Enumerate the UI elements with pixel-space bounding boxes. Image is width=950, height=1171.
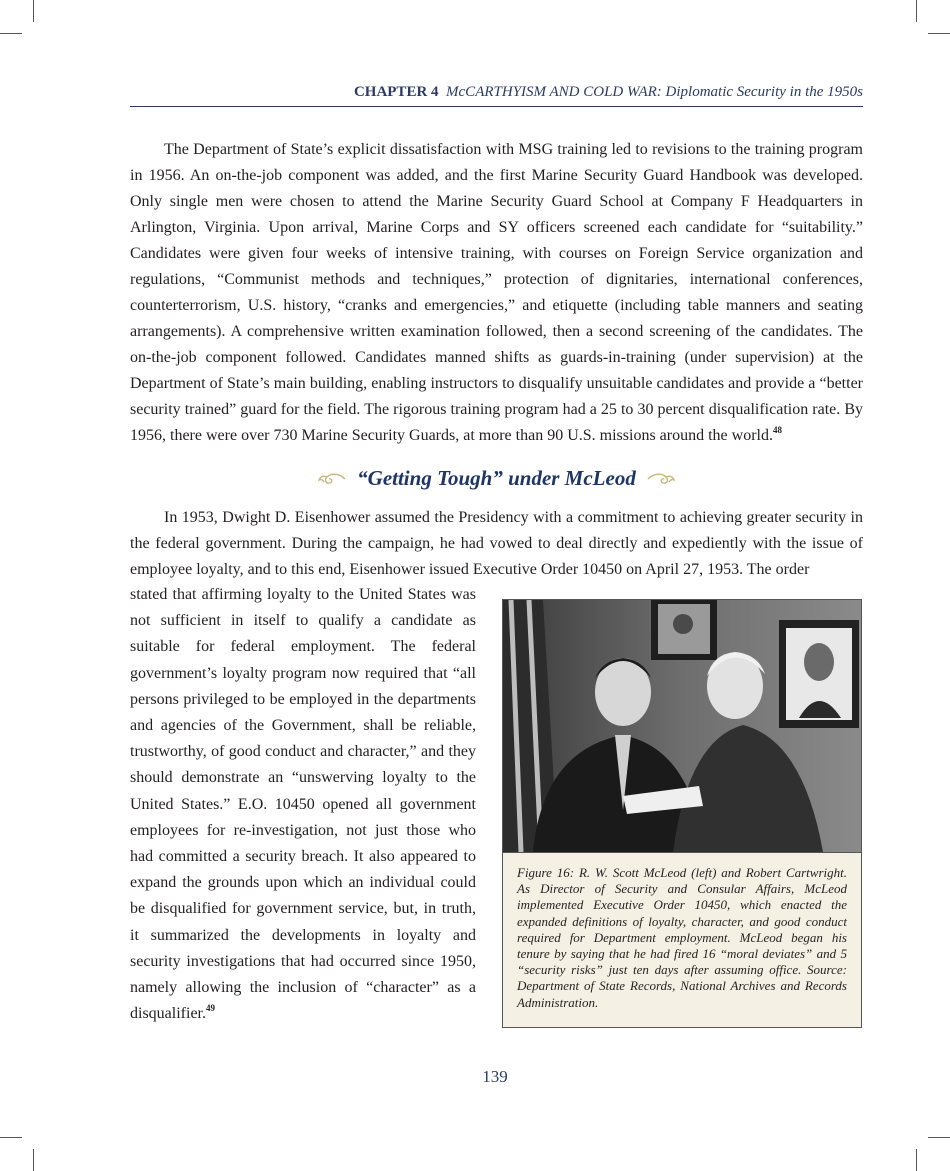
crop-mark <box>916 1149 917 1171</box>
figure-caption: Figure 16: R. W. Scott McLeod (left) and Robert Cartwright. As Director of Security and Consular Affairs, McLeod implemented Executive Order 10450, which enacted the expanded definitions of loyalty, character, and good conduct required for Department employment. McLeod began his tenure by saying that he had fired 16 “moral deviates” and 5 “security risks” just ten days after assuming office. Source: Department of State Records, National Archives and Records Administration. <box>517 865 847 1010</box>
crop-mark <box>928 33 950 34</box>
crop-mark <box>33 0 34 22</box>
column-paragraph <box>130 582 476 1027</box>
crop-mark <box>33 1149 34 1171</box>
crop-mark <box>0 33 22 34</box>
page-number: 139 <box>482 1067 508 1086</box>
chapter-title: McCARTHYISM AND COLD WAR: Diplomatic Security in the 1950s <box>446 84 863 100</box>
left-ornament-icon <box>317 471 347 487</box>
body-paragraph <box>130 505 863 583</box>
section-heading <box>130 466 863 491</box>
running-header <box>130 84 863 101</box>
right-ornament-icon <box>646 471 676 487</box>
crop-mark <box>928 1137 950 1138</box>
crop-mark <box>916 0 917 22</box>
photo-illustration <box>503 600 861 852</box>
column-text: stated that affirming loyalty to the United States was not sufficient in itself to qualify a candidate as suitable for federal employment. The federal government’s loyalty program now required that “all persons privileged to be employed in the departments and agencies of the Government, shall be reliable, trustworthy, of good conduct and character,” and they should demonstrate an “unswerving loyalty to the United States.” E.O. 10450 opened all government employees for re-investigation, not just those who had committed a security breach. It also appeared to expand the grounds upon which an individual could be disqualified for government service, but, in truth, it summarized the developments in loyalty and security investigations that had occurred since 1950, namely allowing the inclusion of “character” as a disqualifier. <box>130 586 476 1023</box>
chapter-label: CHAPTER 4 <box>353 84 439 100</box>
section-title: “Getting Tough” under McLeod <box>357 466 636 490</box>
crop-mark <box>0 1137 22 1138</box>
header-rule <box>130 106 863 107</box>
figure-caption-box <box>502 853 862 1028</box>
footnote-ref: 49 <box>205 1003 215 1014</box>
paragraph-text: In 1953, Dwight D. Eisenhower assumed the Presidency with a commitment to achieving greater security in the federal government. During the campaign, he had vowed to deal directly and expediently with the issue of employee loyalty, and to this end, Eisenhower issued Executive Order 10450 on April 27, 1953. The order <box>130 509 863 578</box>
figure-photo <box>502 599 862 853</box>
body-paragraph <box>130 137 863 449</box>
footnote-ref: 48 <box>772 425 782 435</box>
paragraph-text: The Department of State’s explicit dissatisfaction with MSG training led to revisions to the training program in 1956. An on-the-job component was added, and the first Marine Security Guard Handbook was developed. Only single men were chosen to attend the Marine Security Guard School at Company F Headquarters in Arlington, Virginia. Upon arrival, Marine Corps and SY officers screened each candidate for “suitability.” Candidates were given four weeks of intensive training, with courses on Foreign Service organization and regulations, “Communist methods and techniques,” protection of dignitaries, international conferences, counterterrorism, U.S. history, “cranks and emergencies,” and etiquette (including table manners and seating arrangements). A comprehensive written examination followed, then a second screening of the candidates. The on-the-job component followed. Candidates manned shifts as guards-in-training (under supervision) at the Department of State’s main building, enabling instructors to disqualify unsuitable candidates and provide a “better security trained” guard for the field. The rigorous training program had a 25 to 30 percent disqualification rate. By 1956, there were over 730 Marine Security Guards, at more than 90 U.S. missions around the world. <box>130 141 863 444</box>
